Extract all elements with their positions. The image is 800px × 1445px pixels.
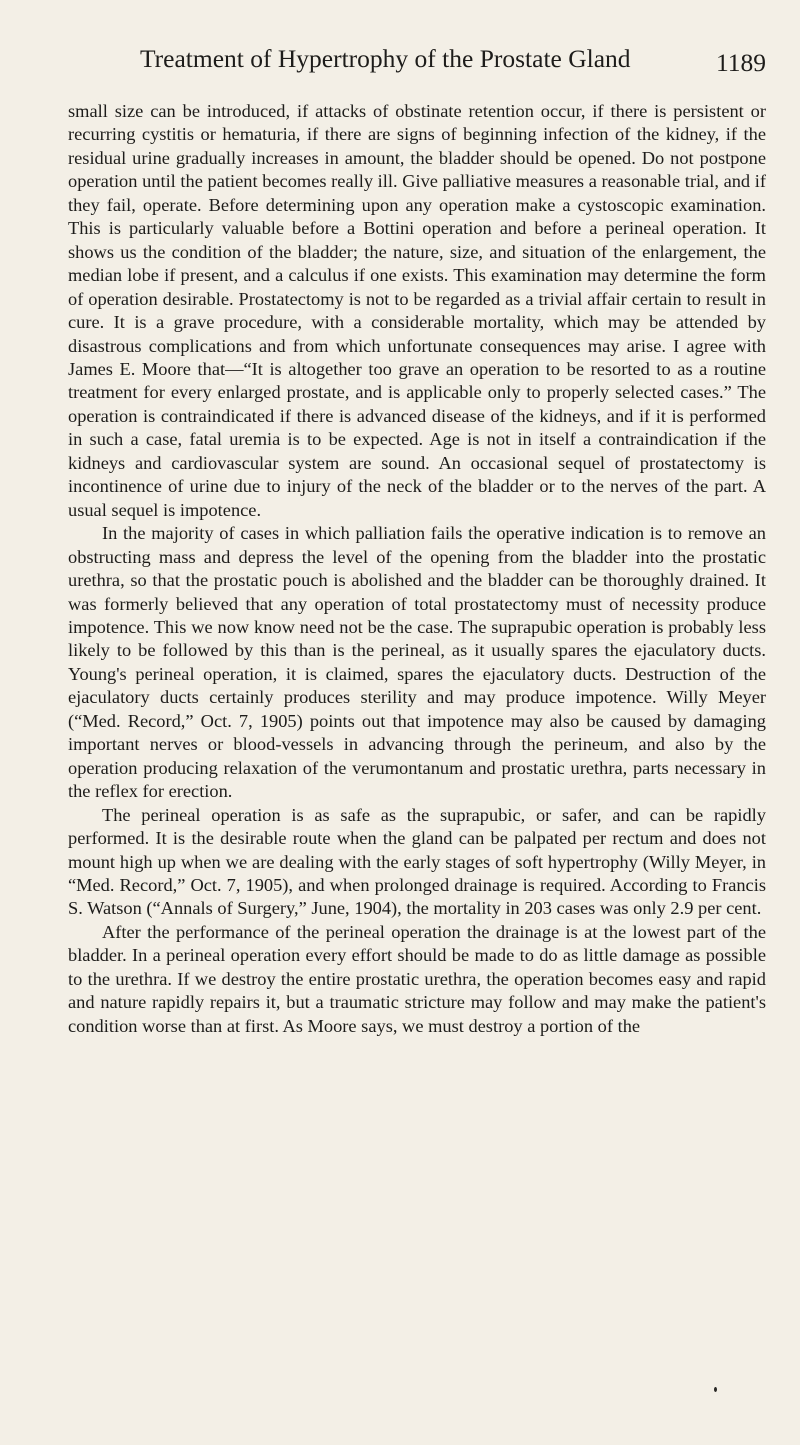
ink-speck: [714, 1387, 717, 1392]
body-text: [68, 100, 766, 1038]
running-title: Treatment of Hypertrophy of the Prostate Gland: [140, 44, 631, 73]
page-header: [140, 44, 766, 84]
paragraph-2: In the majority of cases in which palliation fails the operative indication is to remove an obstructing mass and depress the level of the opening from the bladder into the prostatic urethra, so that the prostatic pouch is abolished and the bladder can be thoroughly drained. It was formerly believed that any operation of total prostatectomy must of necessity produce impotence. This we now know need not be the case. The suprapubic operation is probably less likely to be followed by this than is the perineal, as it usually spares the ejaculatory ducts. Young's perineal operation, it is claimed, spares the ejaculatory ducts. Destruction of the ejaculatory ducts certainly produces sterility and may produce impotence. Willy Meyer (“Med. Record,” Oct. 7, 1905) points out that impotence may also be caused by damaging important nerves or blood-vessels in advancing through the perineum, and also by the operation producing relaxation of the verumontanum and prostatic urethra, parts necessary in the reflex for erection.: [68, 523, 766, 802]
paragraph-4: After the performance of the perineal operation the drainage is at the lowest part of the bladder. In a perineal operation every effort should be made to do as little damage as possible to the urethra. If we destroy the entire prostatic urethra, the operation becomes easy and rapid and nature rapidly repairs it, but a traumatic stricture may follow and may make the patient's condition worse than at first. As Moore says, we must destroy a portion of the: [68, 921, 766, 1036]
page-number: 1189: [715, 48, 766, 77]
paragraph-3: The perineal operation is as safe as the suprapubic, or safer, and can be rapidly performed. It is the desirable route when the gland can be palpated per rectum and does not mount high up when we are dealing with the early stages of soft hypertrophy (Willy Meyer, in “Med. Record,” Oct. 7, 1905), and when prolonged drainage is required. According to Francis S. Watson (“Annals of Surgery,” June, 1904), the mortality in 203 cases was only 2.9 per cent.: [68, 804, 766, 919]
paragraph-1: small size can be introduced, if attacks of obstinate retention occur, if there is persistent or recurring cystitis or hematuria, if there are signs of beginning infection of the kidney, if the residual urine gradually increases in amount, the bladder should be opened. Do not postpone operation until the patient becomes really ill. Give palliative measures a reasonable trial, and if they fail, operate. Before determining upon any operation make a cystoscopic examination. This is particularly valuable before a Bottini operation and before a perineal operation. It shows us the condition of the bladder; the nature, size, and situation of the enlargement, the median lobe if present, and a calculus if one exists. This examination may determine the form of operation desirable. Prostatectomy is not to be regarded as a trivial affair certain to result in cure. It is a grave procedure, with a considerable mortality, which may be attended by disastrous complications and from which unfortunate consequences may arise. I agree with James E. Moore that—“It is altogether too grave an operation to be resorted to as a routine treatment for every enlarged prostate, and is applicable only to properly selected cases.” The operation is contraindicated if there is advanced disease of the kidneys, and if it is performed in such a case, fatal uremia is to be expected. Age is not in itself a contraindication if the kidneys and cardiovascular system are sound. An occasional sequel of prostatectomy is incontinence of urine due to injury of the neck of the bladder or to the nerves of the part. A usual sequel is impotence.: [68, 101, 766, 520]
